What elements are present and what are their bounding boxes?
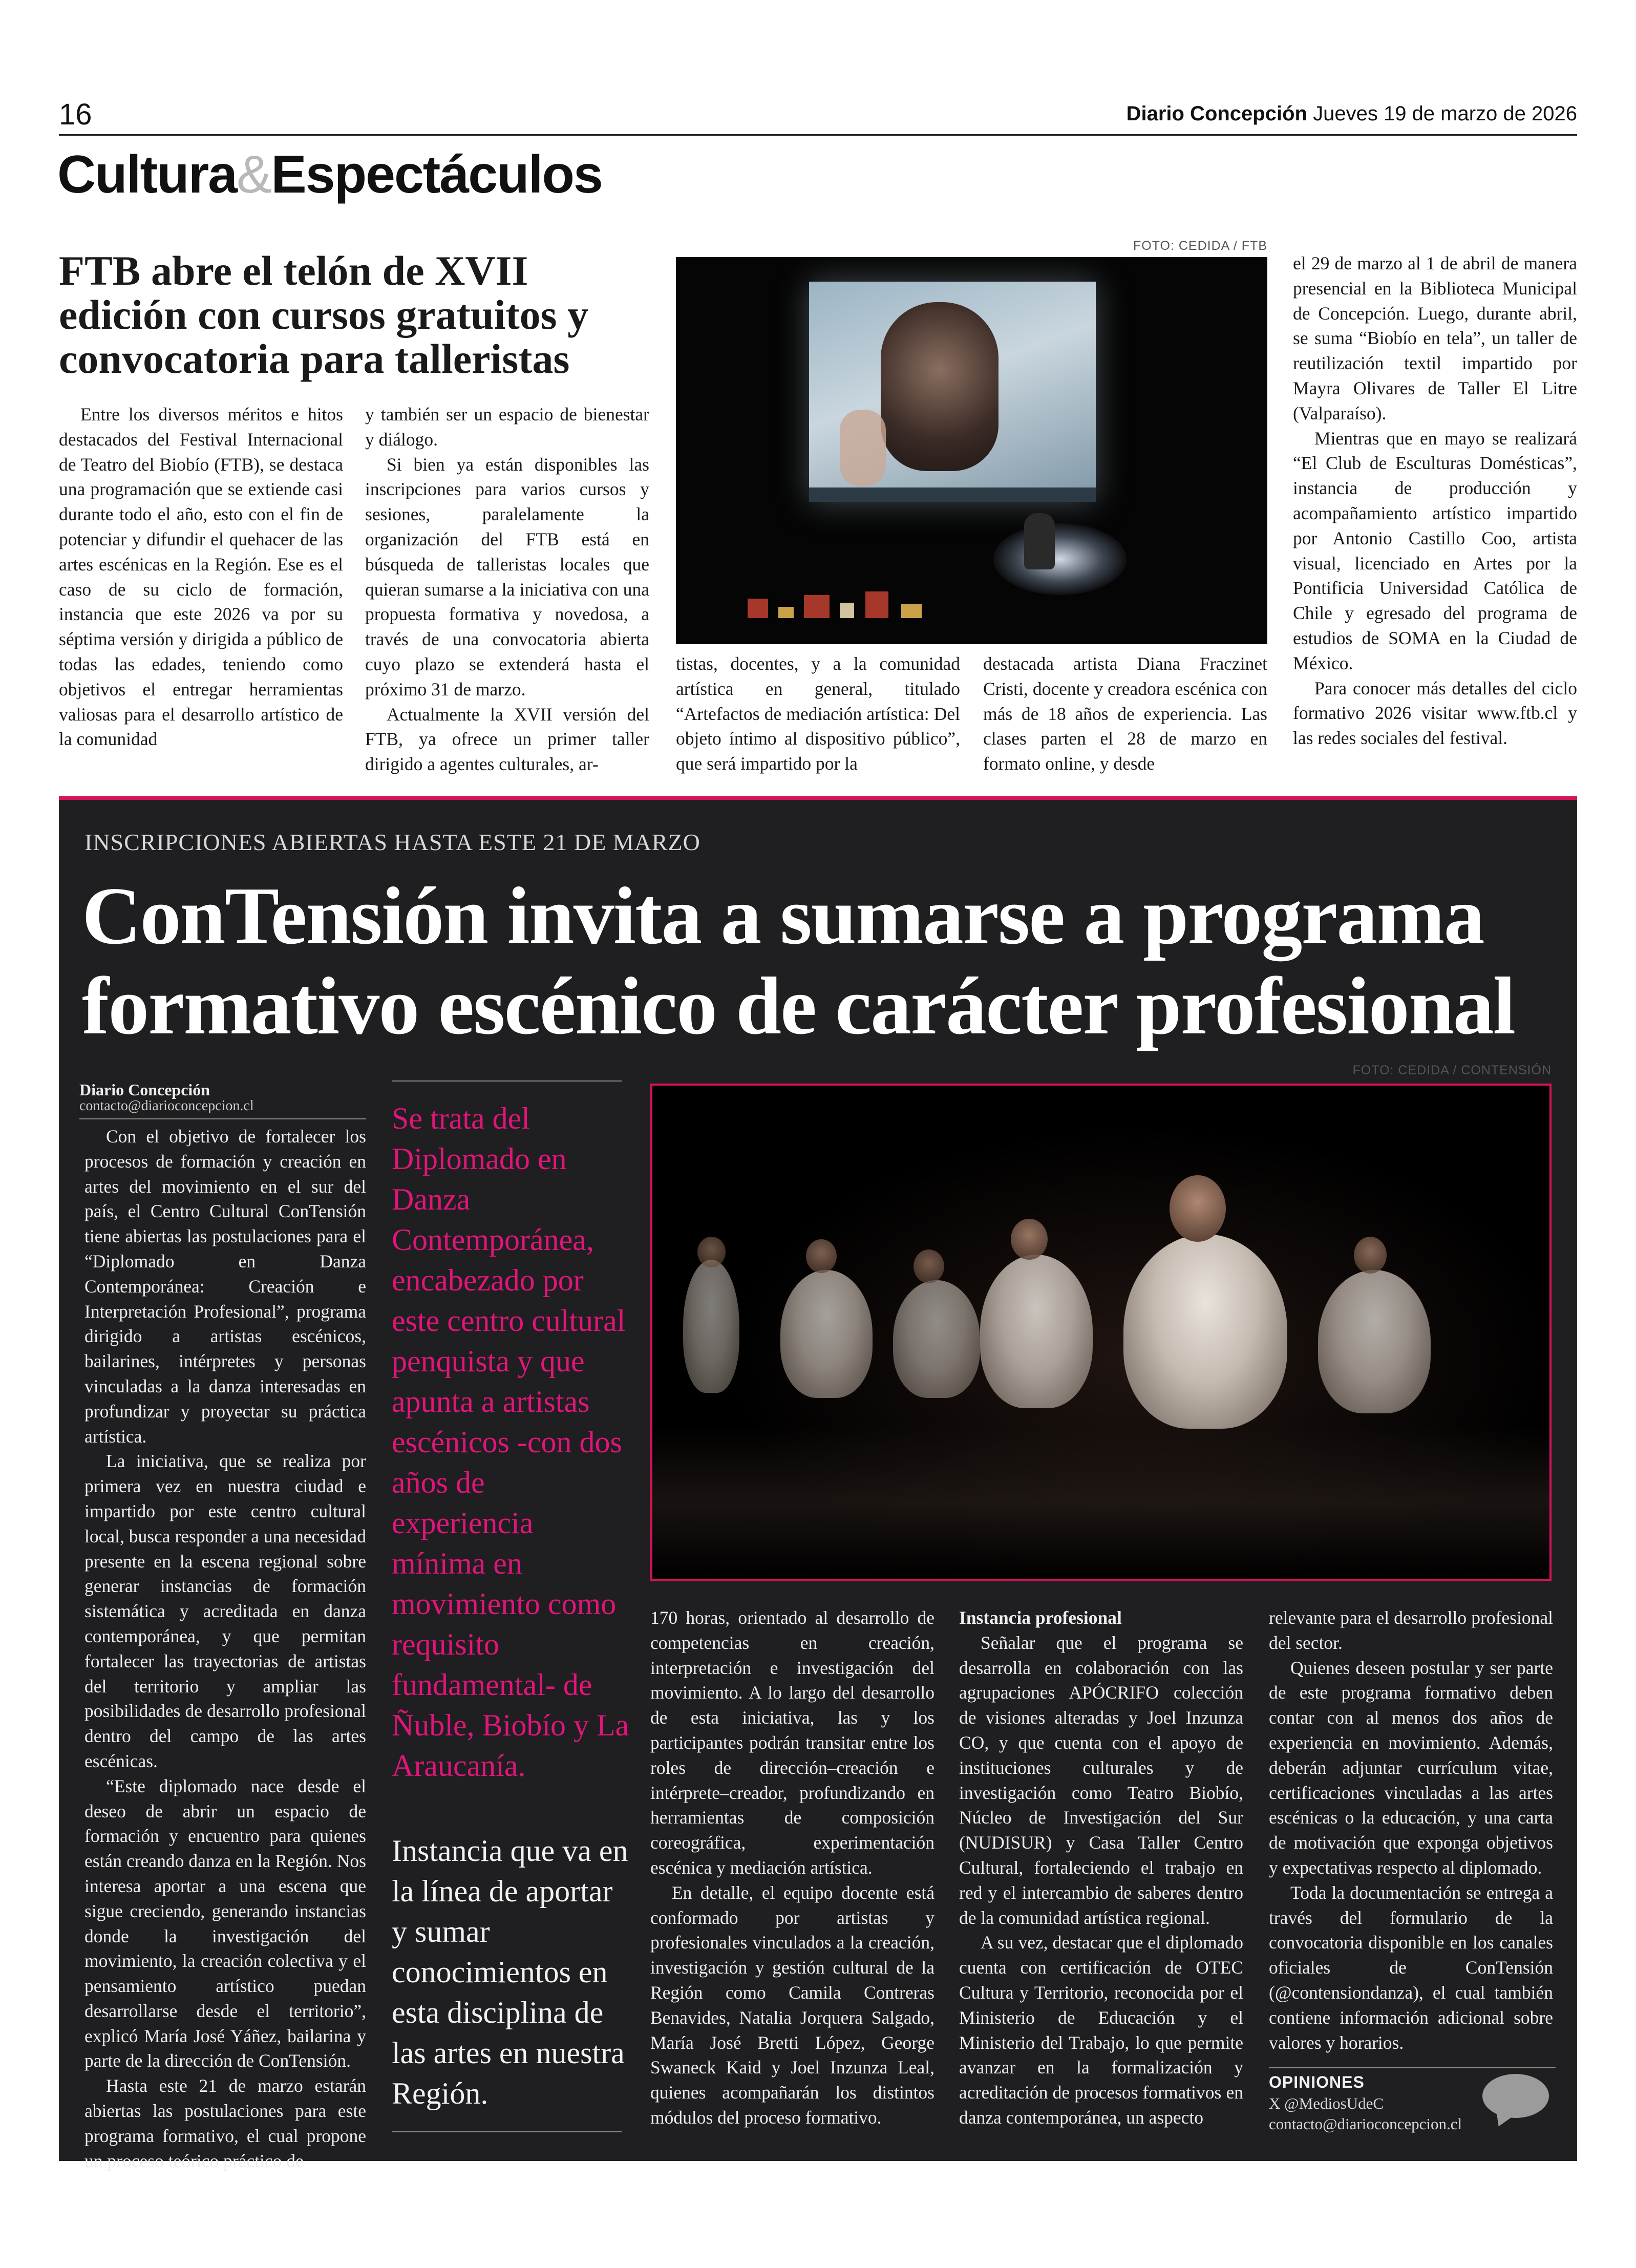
top-article-headline: FTB abre el telón de XVII edición con cursos gratuitos y convocatoria para talleristas: [59, 247, 589, 382]
stage-floor: [652, 1426, 1549, 1579]
dancer-figure: [1318, 1270, 1431, 1413]
byline-rule: [79, 1118, 366, 1119]
dancer-head: [697, 1237, 726, 1267]
top-article-column-2: [365, 402, 649, 777]
dancer-figure: [780, 1270, 873, 1398]
paragraph: Quienes deseen postular y ser parte de este programa formativo deben contar con al menos dos años de experiencia en movimiento. Además, deberán adjuntar currículum vitae, certificaciones vinculadas a las artes escénicas o la educación, y una carta de motivación que exponga objetivos y expectativas respecto al diplomado.: [1269, 1657, 1553, 1878]
paragraph: Señalar que el programa se desarrolla en colaboración con las agrupaciones APÓCRIFO colección de visiones alteradas y Joel Inzunza CO, y que cuenta con el apoyo de instituciones culturales y de investigación como Teatro Biobío, Núcleo de Investigación del Sur (NUDISUR) y Casa Taller Centro Cultural, fortaleciendo el trabajo en red y el intercambio de saberes dentro de la comunidad artística regional.: [959, 1632, 1243, 1928]
section-ampersand: &: [237, 145, 271, 204]
stage-props: [748, 590, 932, 618]
paragraph: Con el objetivo de fortalecer los procesos de formación y creación en artes del movimiento en el sur del país, el Centro Cultural ConTensión tiene abiertas las postulaciones para el “Diplomado en Danza Contemporánea: Creación e Interpretación Profesional”, programa dirigido a artistas escénicos, bailarines, intérpretes y personas vinculadas a la danza interesadas en profundizar y proyectar su práctica artística.: [84, 1126, 366, 1447]
opiniones-rule: [1269, 2067, 1556, 2068]
byline-name: Diario Concepción: [79, 1080, 210, 1099]
feature-column-5: [1269, 1605, 1553, 2055]
paragraph: destacada artista Diana Fraczinet Cristi, docente y creadora escénica con más de 18 años de experiencia. Las clases parten el 28 de marzo en formato online, y desde: [983, 653, 1267, 774]
pull-quote-white: Instancia que va en la línea de aportar y sumar conocimientos en esta disciplina de las artes en nuestra Región.: [392, 1834, 628, 2110]
speech-bubble-icon: [1482, 2074, 1549, 2118]
opiniones-email: contacto@diarioconcepcion.cl: [1269, 2115, 1462, 2133]
feature-column-4: [959, 1605, 1243, 2130]
paragraph: Mientras que en mayo se realizará “El Club de Esculturas Domésticas”, instancia de producción y acompañamiento artístico impartido por Antonio Castillo Coo, artista visual, licenciado en Artes por la Pontificia Universidad Católica de Chile y egresado del programa de estudios de SOMA en la Ciudad de México.: [1293, 428, 1577, 673]
paragraph: y también ser un espacio de bienestar y diálogo.: [365, 404, 649, 450]
page-number: 16: [59, 98, 92, 131]
paragraph: “Este diplomado nace desde el deseo de abrir un espacio de formación y encuentro para quienes están creando danza en la Región. Nos interesa aportar a una escena que sigue creciendo, generando instancias donde la investigación del movimiento, la creación colectiva y el pensamiento artístico puedan desarrollarse desde el territorio”, explicó María José Yáñez, bailarina y parte de la dirección de ConTensión.: [84, 1775, 366, 2071]
performer-silhouette: [1024, 513, 1055, 569]
dancer-head: [806, 1239, 837, 1273]
dancer-figure: [893, 1280, 980, 1398]
dancer-figure: [980, 1255, 1093, 1408]
paragraph: Si bien ya están disponibles las inscripciones para varios cursos y sesiones, paralelamente la organización del FTB está en búsqueda de talleristas locales que quieran sumarse a la iniciativa con una propuesta formativa y novedosa, a través de una convocatoria abierta cuyo plazo se extenderá hasta el próximo 31 de marzo.: [365, 454, 649, 700]
paragraph: Entre los diversos méritos e hitos destacados del Festival Internacional de Teatro del Biobío (FTB), se destaca una programación que se extiende casi durante todo el año, esto con el fin de potenciar y difundir el quehacer de las artes escénicas en la Región. Ese es el caso de su ciclo de formación, instancia que este 2026 va por su séptima versión y dirigida a público de todas las edades, teniendo como objetivos el entregar herramientas valiosas para el desarrollo artístico de la comunidad: [59, 404, 343, 750]
headline-regular: invita a sumarse a programa formativo escénico: [82, 870, 1484, 1051]
pull-quote-rule-top: [392, 1080, 622, 1082]
feature-column-1: [84, 1124, 366, 2173]
top-article-column-3: [676, 651, 960, 776]
headline-bold-brand: ConTensión: [82, 870, 488, 961]
dancer-figure: [683, 1260, 739, 1393]
dancer-head: [913, 1249, 944, 1283]
paragraph: tistas, docentes, y a la comunidad artística en general, titulado “Artefactos de mediación artística: Del objeto íntimo al dispositivo público”, que será impartido por la: [676, 653, 960, 774]
top-article-column-5: [1293, 251, 1577, 751]
masthead: [1127, 102, 1577, 125]
paragraph: En detalle, el equipo docente está conformado por artistas y profesionales vinculados a la creación, investigación y gestión cultural de la Región como Camila Contreras Benavides, Natalia Jorquera Salgado, María José Bretti López, George Swaneck Kaid y Joel Inzunza Leal, quienes acompañarán los distintos módulos del proceso formativo.: [650, 1882, 934, 2128]
stage-light: [993, 523, 1127, 595]
feature-column-3: [650, 1605, 934, 2130]
paragraph: Para conocer más detalles del ciclo formativo 2026 visitar www.ftb.cl y las redes sociales del festival.: [1293, 677, 1577, 749]
paragraph: relevante para el desarrollo profesional del sector.: [1269, 1607, 1553, 1653]
paragraph: Hasta este 21 de marzo estarán abiertas las postulaciones para este programa formativo, el cual propone un proceso teórico práctico de: [84, 2075, 366, 2171]
dancer-head: [1354, 1237, 1387, 1274]
paragraph: A su vez, destacar que el diplomado cuenta con certificación de OTEC Cultura y Territorio, reconocida por el Ministerio de Educación y el Ministerio del Trabajo, lo que permite avanzar en la formalización y acreditación de procesos formativos en danza contemporánea, un aspecto: [959, 1932, 1243, 2128]
top-article-column-4: [983, 651, 1267, 776]
paragraph: Actualmente la XVII versión del FTB, ya ofrece un primer taller dirigido a agentes culturales, ar-: [365, 704, 649, 775]
feature-kicker: INSCRIPCIONES ABIERTAS HASTA ESTE 21 DE MARZO: [84, 829, 700, 855]
section-title: [57, 144, 602, 205]
header-rule: [59, 134, 1577, 136]
projected-hand: [840, 410, 886, 486]
opiniones-x-handle: X @MediosUdeC: [1269, 2094, 1384, 2112]
subheading: Instancia profesional: [959, 1607, 1122, 1628]
dancer-figure-lead: [1123, 1234, 1287, 1429]
top-photo-credit: FOTO: CEDIDA / FTB: [1133, 239, 1267, 253]
projection-screen: [809, 282, 1096, 502]
section-title-part2: Espectáculos: [271, 145, 602, 204]
screen-toolbar: [809, 487, 1096, 502]
top-article-column-1: [59, 402, 343, 752]
pull-quote-rule-bottom: [392, 2131, 622, 2132]
paragraph: Toda la documentación se entrega a través del formulario de la convocatoria disponible en los canales oficiales de ConTensión (@contensiondanza), el cual también contiene información adicional sobre valores y horarios.: [1269, 1882, 1553, 2053]
paragraph: 170 horas, orientado al desarrollo de competencias en creación, interpretación e investigación del movimiento. A lo largo del desarrollo de esta iniciativa, las y los participantes podrán transitar entre los roles de dirección–creación e intérprete–creador, profundizando en herramientas de composición coreográfica, experimentación escénica y mediación artística.: [650, 1607, 934, 1878]
dancers-photo: [650, 1084, 1552, 1581]
paragraph: el 29 de marzo al 1 de abril de manera presencial en la Biblioteca Municipal de Concepción. Luego, durante abril, se suma “Biobío en tela”, un taller de reutilización textil impartido por Mayra Olivares de Taller El Litre (Valparaíso).: [1293, 253, 1577, 423]
issue-date: Jueves 19 de marzo de 2026: [1313, 102, 1577, 125]
opiniones-label: OPINIONES: [1269, 2073, 1365, 2091]
newspaper-name: Diario Concepción: [1126, 102, 1307, 125]
dancer-head-lead: [1170, 1175, 1226, 1242]
pull-quote-pink: Se trata del Diplomado en Danza Contemporánea, encabezado por este centro cultural penquista y que apunta a artistas escénicos -con dos años de experiencia mínima en movimiento como requisito fundamental- de Ñuble, Biobío y La Araucanía.: [392, 1101, 629, 1783]
theater-stage-photo: [676, 257, 1267, 644]
dancer-head: [1011, 1219, 1048, 1260]
byline-email: contacto@diarioconcepcion.cl: [79, 1098, 254, 1114]
headline-bold-end: de carácter profesional: [736, 960, 1515, 1051]
section-title-part1: Cultura: [57, 145, 237, 204]
feature-photo-credit: FOTO: CEDIDA / CONTENSIÓN: [1352, 1063, 1552, 1077]
feature-headline: [82, 871, 1567, 1051]
paragraph: La iniciativa, que se realiza por primera vez en nuestra ciudad e impartido por este centro cultural local, busca responder a una necesidad presente en la escena regional sobre generar instancias de formación sistemática y acreditada en danza contemporánea, y que permitan fortalecer las trayectorias de artistas del territorio y ampliar las posibilidades de desarrollo profesional dentro del campo de las artes escénicas.: [84, 1451, 367, 1771]
projected-face: [881, 302, 998, 471]
